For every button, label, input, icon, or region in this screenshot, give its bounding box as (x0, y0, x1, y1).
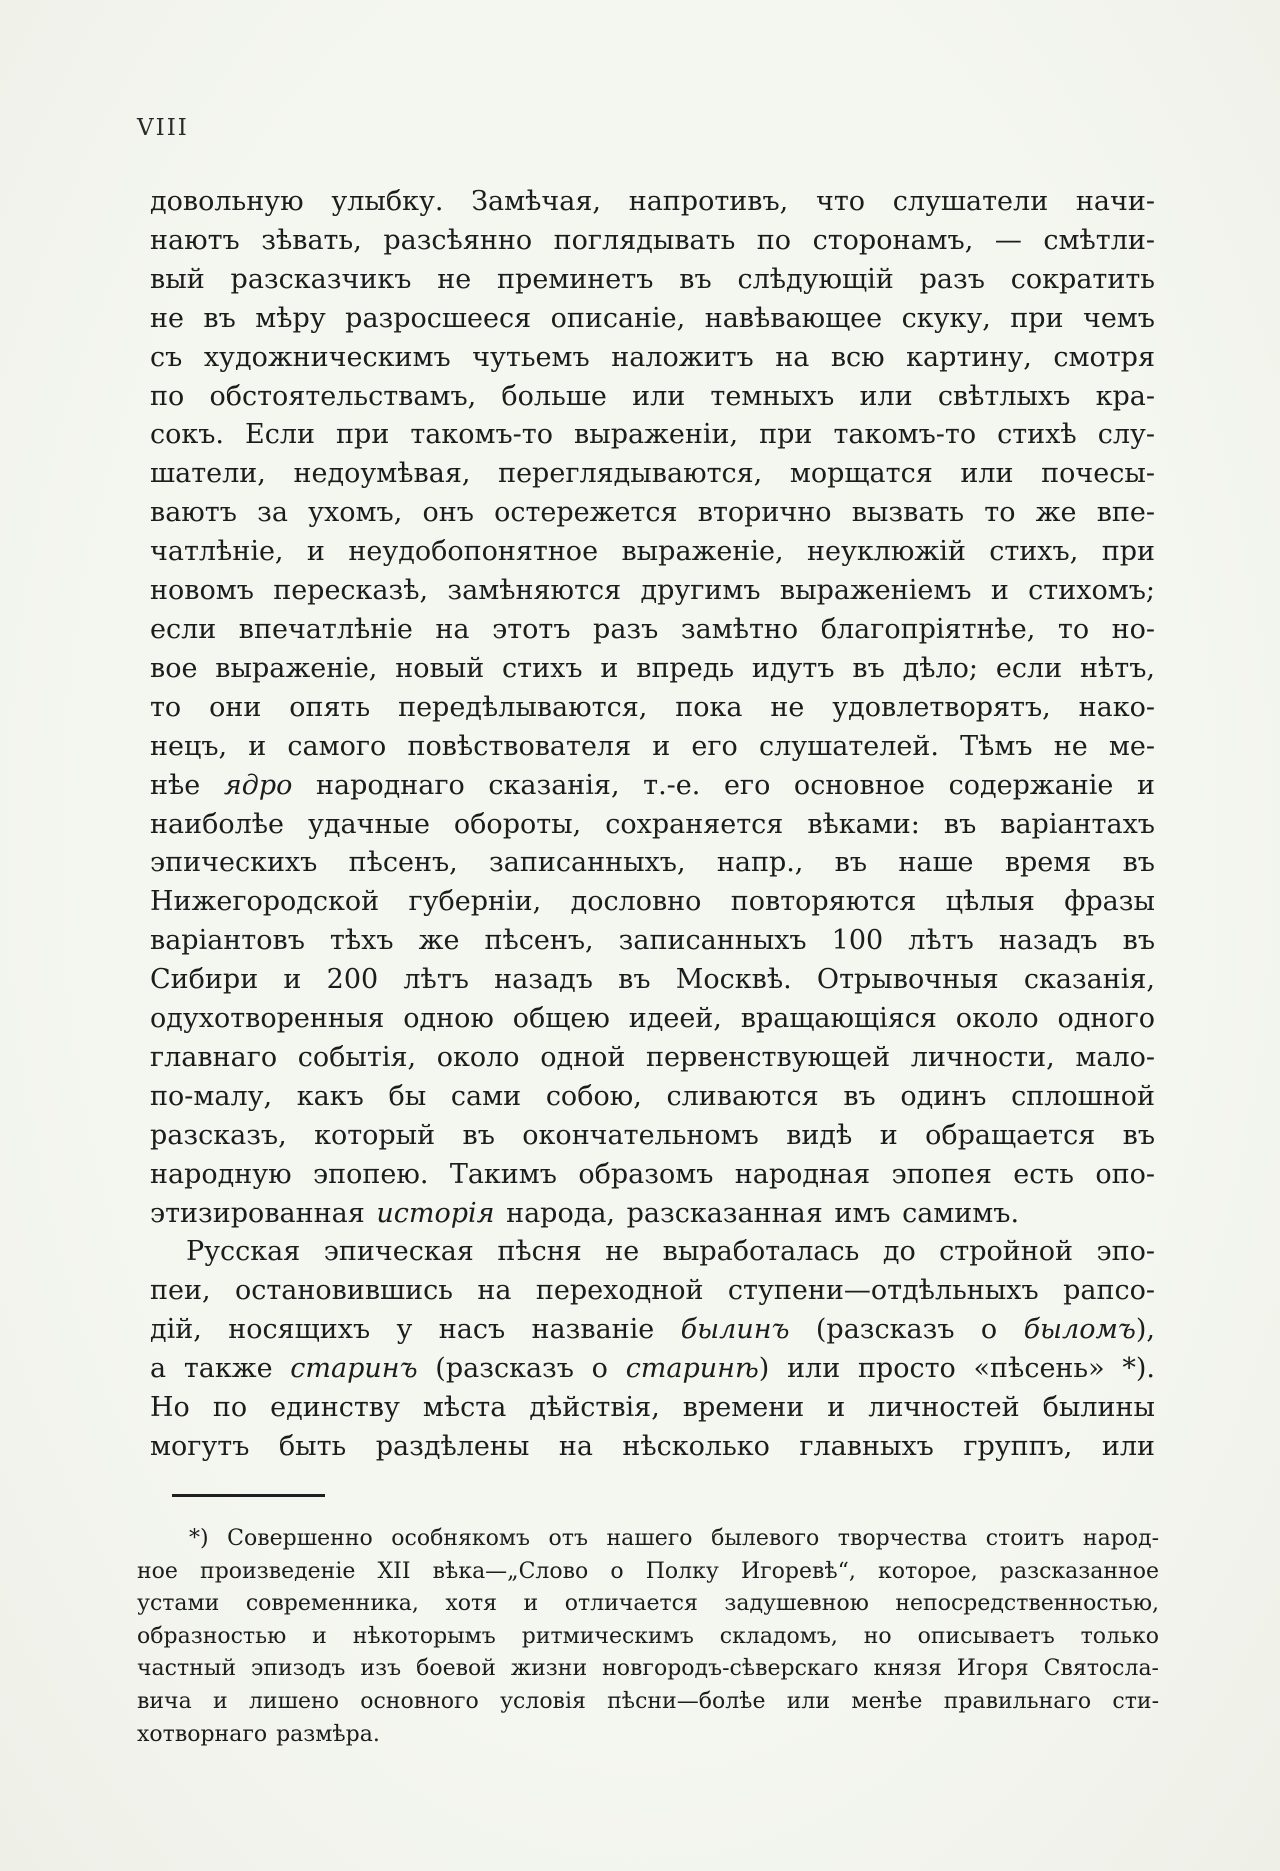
text-line (150, 455, 1155, 494)
text-segment: народа, разсказанная имъ самимъ. (494, 1197, 1020, 1229)
text-line (150, 494, 1155, 533)
text-segment: одухотворенныя одною общею идеей, вращающіяся около одного (150, 1003, 1155, 1035)
text-line (137, 1621, 1159, 1654)
text-line (150, 922, 1155, 961)
text-segment: нѣе (150, 769, 224, 801)
text-line (150, 1156, 1155, 1195)
italic-term: старинѣ (625, 1353, 759, 1385)
text-segment: вый разсказчикъ не преминетъ въ слѣдующій разъ сократить (150, 263, 1155, 295)
text-line (137, 1588, 1159, 1621)
text-line (150, 183, 1155, 222)
text-segment: сокъ. Если при такомъ-то выраженіи, при такомъ-то стихѣ слу- (150, 419, 1155, 451)
text-line (150, 378, 1155, 417)
text-segment: по-малу, какъ бы сами собою, сливаются въ одинъ сплошной (150, 1080, 1155, 1112)
text-line (150, 222, 1155, 261)
text-segment: то они опять передѣлываются, пока не удовлетворятъ, нако- (150, 691, 1155, 723)
text-line (150, 767, 1155, 806)
text-segment: ), (1135, 1314, 1155, 1346)
text-segment: а также (150, 1353, 291, 1385)
text-segment: частный эпизодъ изъ боевой жизни новгородъ-сѣверскаго князя Игоря Святосла- (137, 1656, 1159, 1682)
text-segment: разсказъ, который въ окончательномъ видѣ и обращается въ (150, 1119, 1155, 1151)
text-segment: (разсказъ о (789, 1314, 1024, 1346)
text-segment: ное произведеніе XII вѣка—„Слово о Полку Игоревѣ“, которое, разсказанное (137, 1558, 1159, 1584)
text-segment: образностью и нѣкоторымъ ритмическимъ складомъ, но описываетъ только (137, 1623, 1159, 1649)
text-line (150, 806, 1155, 845)
text-line (150, 1117, 1155, 1156)
text-segment: народную эпопею. Такимъ образомъ народная эпопея есть опо- (150, 1158, 1155, 1190)
text-segment: *) Совершенно особнякомъ отъ нашего былевого творчества стоитъ народ- (189, 1526, 1159, 1551)
text-line (150, 1428, 1155, 1467)
text-segment: (разсказъ о (417, 1353, 626, 1385)
text-segment: Нижегородской губерніи, дословно повторяются цѣлыя фразы (150, 886, 1155, 918)
text-segment: хотворнаго размѣра. (137, 1721, 380, 1747)
text-segment: если впечатлѣніе на этотъ разъ замѣтно благопріятнѣе, то но- (150, 613, 1155, 645)
text-segment: варіантовъ тѣхъ же пѣсенъ, записанныхъ 100 лѣтъ назадъ въ (150, 925, 1155, 957)
text-segment: новомъ пересказѣ, замѣняются другимъ выраженіемъ и стихомъ; (150, 575, 1155, 607)
text-line (150, 1311, 1155, 1350)
text-line (150, 261, 1155, 300)
text-segment: наиболѣе удачные обороты, сохраняется вѣками: въ варіантахъ (150, 808, 1155, 840)
text-line (150, 961, 1155, 1000)
italic-term: быломъ (1023, 1314, 1136, 1346)
text-segment: этизированная (150, 1197, 377, 1229)
footnote-separator-rule (172, 1494, 325, 1497)
text-segment: дій, носящихъ у насъ названіе (150, 1314, 681, 1346)
text-line (150, 650, 1155, 689)
text-line (150, 300, 1155, 339)
text-segment: довольную улыбку. Замѣчая, напротивъ, что слушатели начи- (150, 186, 1155, 217)
text-line (150, 1233, 1155, 1272)
text-line (150, 1195, 1155, 1234)
text-line (150, 339, 1155, 378)
italic-term: исторія (376, 1197, 495, 1229)
italic-term: былинъ (680, 1314, 790, 1346)
text-segment: ваютъ за ухомъ, онъ остережется вторично вызвать то же впе- (150, 497, 1155, 529)
text-segment: народнаго сказанія, т.-е. его основное содержаніе и (292, 769, 1156, 801)
text-segment: главнаго событія, около одной первенствующей личности, мало- (150, 1041, 1155, 1073)
text-segment: съ художническимъ чутьемъ наложитъ на всю картину, смотря (150, 341, 1155, 373)
text-segment: Русская эпическая пѣсня не выработалась до стройной эпо- (186, 1236, 1155, 1268)
text-line (150, 1000, 1155, 1039)
text-segment: устами современника, хотя и отличается задушевною непосредственностью, (137, 1591, 1159, 1617)
text-line (150, 883, 1155, 922)
page-number: VIII (137, 115, 189, 141)
text-segment: нецъ, и самого повѣствователя и его слушателей. Тѣмъ не ме- (150, 730, 1155, 762)
text-segment: чатлѣніе, и неудобопонятное выраженіе, неуклюжій стихъ, при (150, 536, 1155, 568)
text-line (150, 572, 1155, 611)
text-line (150, 1078, 1155, 1117)
text-segment: могутъ быть раздѣлены на нѣсколько главныхъ группъ, или (150, 1431, 1155, 1462)
text-segment: Сибири и 200 лѣтъ назадъ въ Москвѣ. Отрывочныя сказанія, (150, 964, 1155, 996)
text-segment: не въ мѣру разросшееся описаніе, навѣвающее скуку, при чемъ (150, 302, 1155, 334)
text-segment: вое выраженіе, новый стихъ и впредь идутъ въ дѣло; если нѣтъ, (150, 652, 1155, 684)
text-line (137, 1523, 1159, 1556)
main-text-block (150, 183, 1155, 1467)
text-line (150, 728, 1155, 767)
text-line (150, 533, 1155, 572)
text-line (150, 844, 1155, 883)
text-segment: пеи, остановившись на переходной ступени—отдѣльныхъ рапсо- (150, 1275, 1155, 1307)
text-segment: по обстоятельствамъ, больше или темныхъ или свѣтлыхъ кра- (150, 380, 1155, 412)
italic-term: старинъ (290, 1353, 418, 1385)
text-line (137, 1653, 1159, 1686)
text-segment: эпическихъ пѣсенъ, записанныхъ, напр., въ наше время въ (150, 847, 1155, 879)
text-segment: шатели, недоумѣвая, переглядываются, морщатся или почесы- (150, 458, 1155, 490)
text-line (150, 611, 1155, 650)
text-line (137, 1719, 1159, 1752)
text-line (150, 1389, 1155, 1428)
text-line (150, 1039, 1155, 1078)
text-line (150, 416, 1155, 455)
text-line (150, 1272, 1155, 1311)
text-line (150, 1350, 1155, 1389)
text-segment: вича и лишено основного условія пѣсни—болѣе или менѣе правильнаго сти- (137, 1688, 1159, 1714)
text-segment: ) или просто «пѣсень» *). (758, 1353, 1155, 1385)
footnote-block (137, 1523, 1159, 1751)
text-line (150, 689, 1155, 728)
italic-term: ядро (223, 769, 293, 801)
text-line (137, 1556, 1159, 1589)
text-segment: Но по единству мѣста дѣйствія, времени и личностей былины (150, 1392, 1155, 1424)
text-segment: наютъ зѣвать, разсѣянно поглядывать по сторонамъ, — смѣтли- (150, 224, 1155, 256)
text-line (137, 1686, 1159, 1719)
